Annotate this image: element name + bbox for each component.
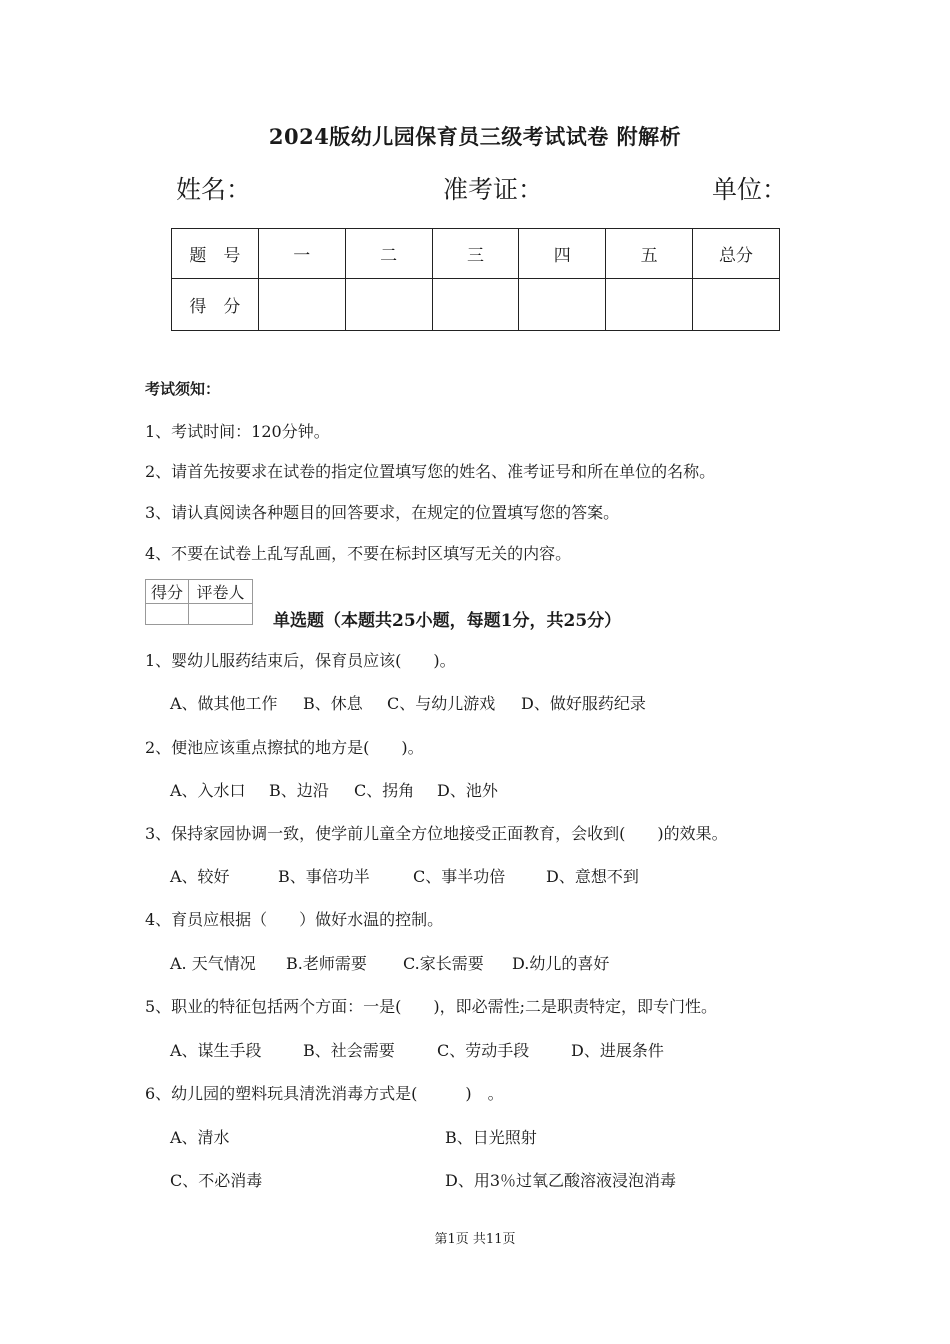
question-4-option-b: B.老师需要 <box>286 954 367 973</box>
grader-name-cell <box>189 604 253 625</box>
question-3-option-b: B、事倍功半 <box>278 867 370 886</box>
grader-table <box>145 579 253 625</box>
score-cell-total <box>693 279 780 331</box>
score-table-header-1: 一 <box>258 229 345 279</box>
score-table <box>171 228 780 331</box>
notice-item-1: 1、考试时间：120分钟。 <box>145 422 330 441</box>
score-cell-4 <box>519 279 606 331</box>
page-footer: 第1页 共11页 <box>434 1232 516 1247</box>
question-5-option-c: C、劳动手段 <box>437 1041 530 1060</box>
score-cell-2 <box>345 279 432 331</box>
score-table-row-label: 得 分 <box>172 279 259 331</box>
question-3: 3、保持家园协调一致，使学前儿童全方位地接受正面教育，会收到( )的效果。 <box>145 824 728 843</box>
question-2-option-c: C、拐角 <box>354 781 415 800</box>
question-1-option-d: D、做好服药纪录 <box>521 694 646 713</box>
grader-table-grader-label: 评卷人 <box>189 580 253 604</box>
question-6-option-c: C、不必消毒 <box>170 1171 263 1190</box>
question-4-option-c: C.家长需要 <box>403 954 484 973</box>
question-4: 4、育员应根据（ ）做好水温的控制。 <box>145 910 444 929</box>
question-1-option-b: B、休息 <box>303 694 363 713</box>
question-4-option-d: D.幼儿的喜好 <box>512 954 610 973</box>
notice-heading: 考试须知： <box>145 380 221 398</box>
notice-item-4: 4、不要在试卷上乱写乱画，不要在标封区填写无关的内容。 <box>145 544 572 563</box>
question-2-option-b: B、边沿 <box>269 781 329 800</box>
question-2: 2、便池应该重点擦拭的地方是( )。 <box>145 738 424 757</box>
question-6-option-d: D、用3％过氧乙酸溶液浸泡消毒 <box>445 1171 677 1190</box>
score-table-header-4: 四 <box>519 229 606 279</box>
question-5-option-a: A、谋生手段 <box>170 1041 262 1060</box>
score-cell-1 <box>258 279 345 331</box>
question-6: 6、幼儿园的塑料玩具清洗消毒方式是( ) 。 <box>145 1084 504 1103</box>
question-4-option-a: A. 天气情况 <box>170 954 256 973</box>
question-5: 5、职业的特征包括两个方面：一是( )，即必需性;二是职责特定，即专门性。 <box>145 997 718 1016</box>
score-cell-5 <box>606 279 693 331</box>
question-5-option-b: B、社会需要 <box>303 1041 395 1060</box>
name-field-label: 姓名： <box>176 175 252 204</box>
score-table-header-3: 三 <box>432 229 519 279</box>
question-6-option-b: B、日光照射 <box>445 1128 537 1147</box>
score-table-header-total: 总分 <box>693 229 780 279</box>
notice-item-2: 2、请首先按要求在试卷的指定位置填写您的姓名、准考证号和所在单位的名称。 <box>145 462 716 481</box>
question-2-option-a: A、入水口 <box>170 781 246 800</box>
score-cell-3 <box>432 279 519 331</box>
question-1-option-c: C、与幼儿游戏 <box>387 694 496 713</box>
grader-score-cell <box>146 604 189 625</box>
score-table-header-label: 题 号 <box>172 229 259 279</box>
exam-title: 2024版幼儿园保育员三级考试试卷 附解析 <box>268 124 682 149</box>
question-3-option-c: C、事半功倍 <box>413 867 506 886</box>
notice-item-3: 3、请认真阅读各种题目的回答要求，在规定的位置填写您的答案。 <box>145 503 620 522</box>
score-table-score-row <box>172 279 780 331</box>
question-3-option-a: A、较好 <box>170 867 230 886</box>
unit-field-label: 单位： <box>712 175 788 204</box>
question-5-option-d: D、进展条件 <box>571 1041 664 1060</box>
score-table-header-row <box>172 229 780 279</box>
question-6-option-a: A、清水 <box>170 1128 230 1147</box>
question-3-option-d: D、意想不到 <box>546 867 639 886</box>
question-1: 1、婴幼儿服药结束后，保育员应该( )。 <box>145 651 456 670</box>
exam-number-field-label: 准考证： <box>443 175 544 204</box>
grader-table-score-label: 得分 <box>146 580 189 604</box>
score-table-header-2: 二 <box>345 229 432 279</box>
question-1-option-a: A、做其他工作 <box>170 694 278 713</box>
score-table-header-5: 五 <box>606 229 693 279</box>
question-2-option-d: D、池外 <box>437 781 498 800</box>
section-title: 单选题（本题共25小题，每题1分，共25分） <box>273 611 622 631</box>
